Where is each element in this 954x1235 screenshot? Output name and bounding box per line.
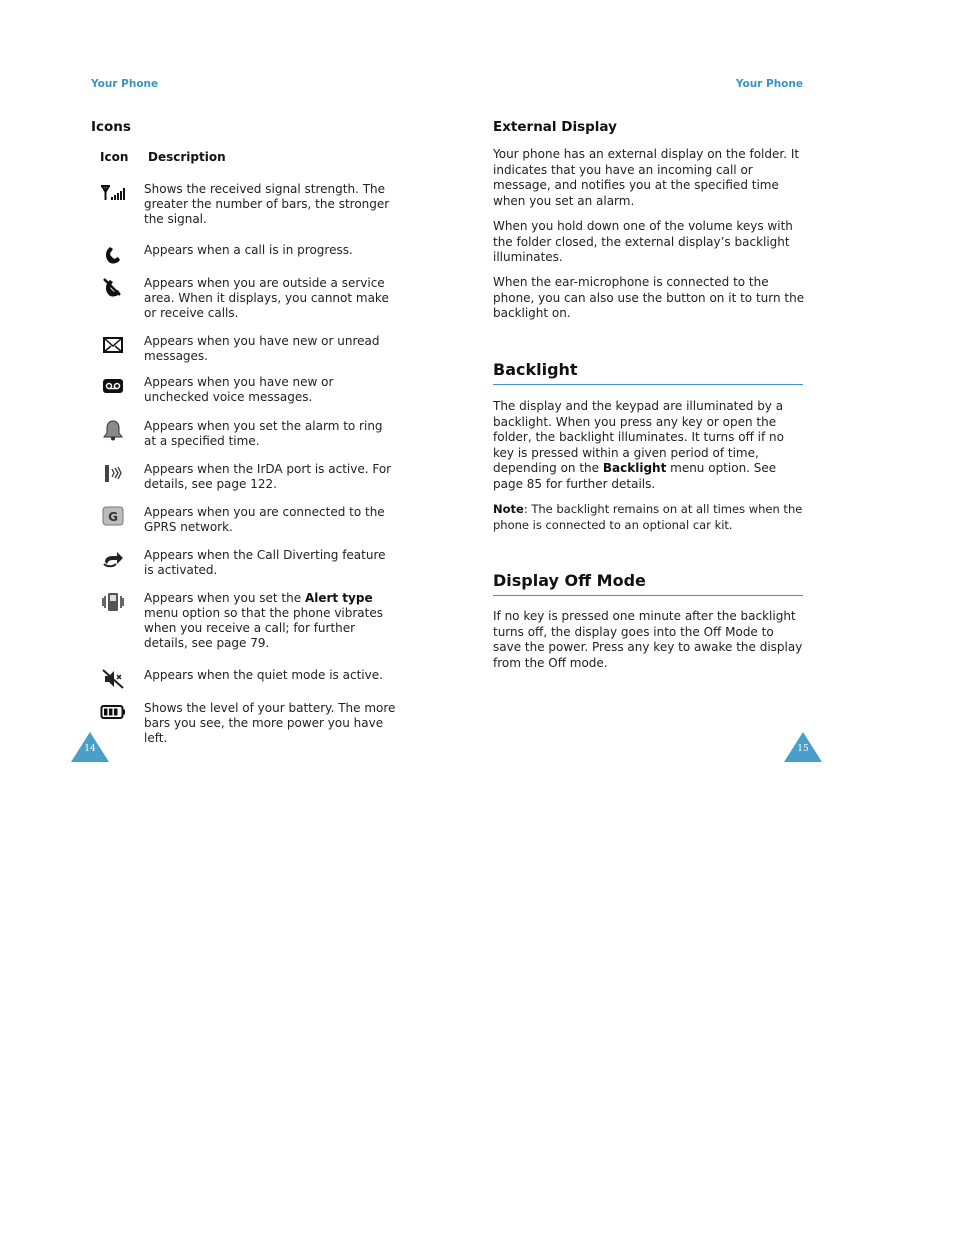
icon-description: Appears when you have new or unchecked voice messages. (144, 375, 334, 404)
running-head-right: Your Phone (735, 78, 803, 90)
icon-description-text: menu option so that the phone vibrates when you receive a call; for further details, see page 79. (144, 606, 384, 650)
voicemail-icon (100, 375, 126, 397)
running-head-left: Your Phone (91, 78, 159, 90)
icon-description: Appears when the Call Diverting feature is activated. (144, 548, 386, 577)
description-column-header: Description (148, 150, 226, 164)
quiet-mode-icon (100, 668, 126, 690)
message-envelope-icon (100, 334, 126, 356)
note-label: Note (493, 502, 524, 516)
external-display-paragraph: Your phone has an external display on the folder. It indicates that you have an incoming call or message, and notifies you at the specified time when you set an alarm. (493, 147, 800, 208)
external-display-paragraph: When the ear-microphone is connected to the phone, you can also use the button on it to turn the backlight on. (493, 275, 805, 320)
external-display-paragraph: When you hold down one of the volume keys with the folder closed, the external display’s backlight illuminates. (493, 219, 793, 264)
no-service-icon (100, 276, 126, 298)
signal-strength-icon (100, 182, 126, 204)
page-number-text: 15 (797, 744, 809, 754)
backlight-term: Backlight (602, 461, 667, 475)
icon-description-text: Appears when you set the (144, 591, 305, 605)
backlight-heading: Backlight (493, 360, 803, 385)
section-title-icons: Icons (91, 119, 131, 135)
icon-description: Appears when a call is in progress. (144, 243, 353, 257)
alarm-bell-icon (100, 419, 126, 441)
irda-icon (100, 462, 126, 484)
display-off-mode-paragraph: If no key is pressed one minute after the backlight turns off, the display goes into the Off Mode to save the power. Press any key to awake the display from the Off mode. (493, 609, 803, 670)
icon-description (144, 591, 396, 651)
call-in-progress-icon (100, 243, 126, 265)
gprs-icon (100, 505, 126, 527)
icon-table-header (100, 150, 226, 164)
icon-description: Shows the received signal strength. The greater the number of bars, the stronger the signal. (144, 182, 390, 226)
display-off-mode-heading: Display Off Mode (493, 571, 803, 596)
vibrate-icon (100, 591, 126, 613)
paragraph-text: The display and the keypad are illuminated by a backlight. When you press any key or open the folder, the backlight illuminates. It turns off if no key is pressed within a given period of time, depending on the (493, 399, 784, 475)
battery-icon (100, 701, 126, 723)
page-number-text: 14 (84, 744, 96, 754)
backlight-paragraph (493, 399, 805, 492)
icon-description: Shows the level of your battery. The more bars you see, the more power you have left. (144, 701, 396, 745)
icon-description: Appears when you have new or unread messages. (144, 334, 380, 363)
icon-description: Appears when you are connected to the GPRS network. (144, 505, 385, 534)
note-text: : The backlight remains on at all times when the phone is connected to an optional car kit. (493, 502, 803, 532)
call-divert-icon (100, 548, 126, 570)
icon-column-header: Icon (100, 150, 129, 164)
icon-description: Appears when you are outside a service area. When it displays, you cannot make or receive calls. (144, 276, 389, 320)
page-number-left (71, 732, 109, 762)
backlight-note (493, 501, 805, 533)
icon-description: Appears when the IrDA port is active. For details, see page 122. (144, 462, 392, 491)
alert-type-term: Alert type (304, 591, 373, 605)
icon-description: Appears when the quiet mode is active. (144, 668, 383, 682)
page-number-right (784, 732, 822, 762)
paragraph-text: menu option. See page 85 for further details. (493, 461, 777, 491)
icon-description: Appears when you set the alarm to ring at a specified time. (144, 419, 383, 448)
svg-text:G: G (108, 510, 118, 524)
external-display-title: External Display (493, 119, 617, 135)
